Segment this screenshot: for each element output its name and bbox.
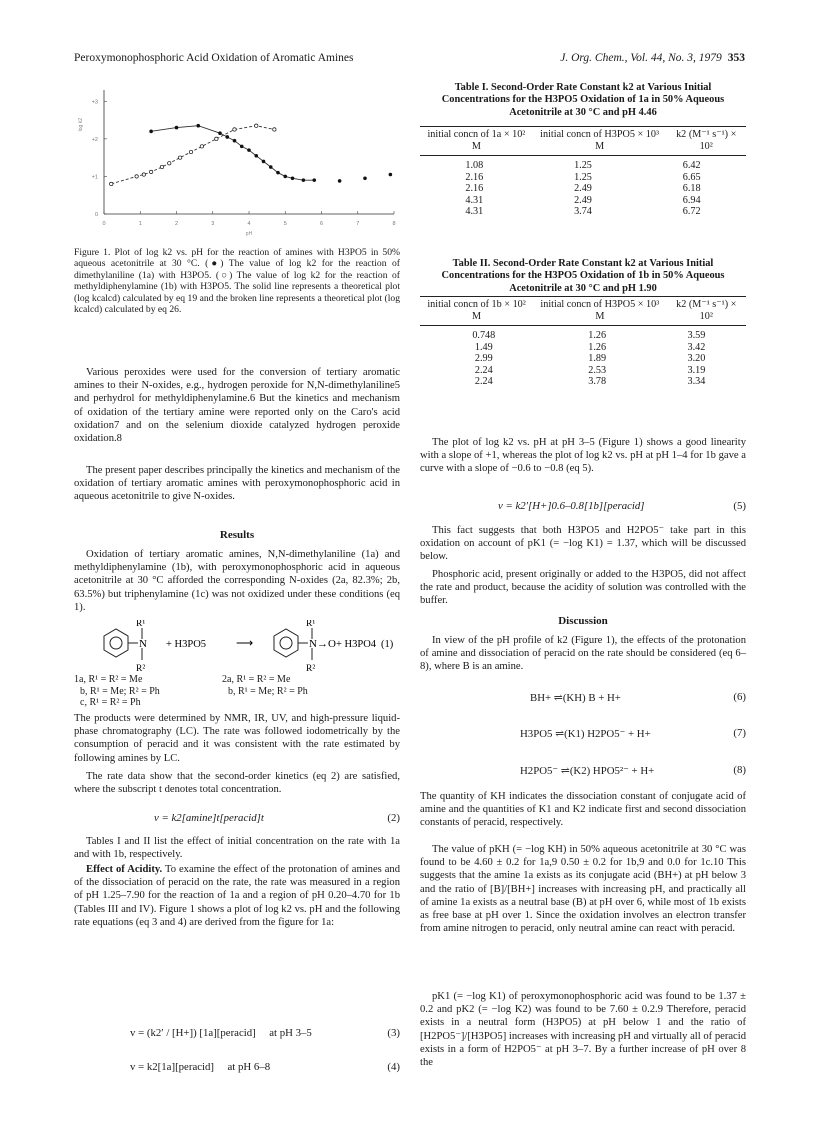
table-1-cell: 4.31 — [465, 194, 484, 206]
point-1a — [175, 126, 179, 130]
table-1-cell: 4.31 — [465, 206, 484, 218]
table-2-cell: 1.89 — [588, 353, 607, 365]
point-1a — [283, 175, 287, 179]
solid-theory-curve — [151, 126, 314, 181]
point-1a — [196, 124, 200, 128]
reagent-h3po5: + H3PO5 — [166, 639, 207, 650]
point-1a — [247, 148, 251, 152]
table-2-cell: 3.34 — [687, 376, 706, 388]
table-2-cell: 1.49 — [474, 341, 493, 353]
results-paragraph-3: The rate data show that the second-order kinetics (eq 2) are satisfied, where the subscript t denotes total concentration. — [74, 771, 400, 796]
discussion-paragraph-7: pK1 (= −log K1) of peroxymonophosphoric acid was found to be 1.37 ± 0.2 and pK2 (= −log K2) was found to be 7.60 ± 0.2.9 Therefore, peracid exists in a neutral form (H3PO5) at pH below 1 and the ratio of [H2PO5⁻]/[H3PO5] increases with increasing pH and virtually all of peracid exists in a form of H2PO5⁻ at pH 3–7. By a further increase of pH over 8 the — [420, 991, 746, 1069]
point-1b — [178, 156, 181, 159]
page-number: 353 — [727, 52, 745, 64]
table-1-cell: 6.72 — [682, 206, 701, 218]
table-1 — [420, 126, 746, 218]
legend-1b: b, R¹ = Me; R² = Ph — [80, 685, 160, 697]
equation-number-4: (4) — [387, 1061, 400, 1073]
point-1b — [160, 165, 163, 168]
table-1-cell: 6.42 — [682, 160, 701, 171]
table-1-header-k2: k2 (M⁻¹ s⁻¹) × 10² — [676, 129, 737, 152]
table-2-cell: 1.26 — [588, 341, 607, 353]
y-tick-label: +1 — [91, 174, 98, 181]
table-2 — [420, 296, 746, 388]
point-1b — [273, 128, 276, 131]
table-1-cell: 1.25 — [574, 171, 592, 183]
table-2-header-amine: initial concn of 1b × 10² M — [427, 299, 526, 322]
legend-2b: b, R¹ = Me; R² = Ph — [228, 685, 308, 697]
table-1-cell: 1.25 — [574, 160, 592, 171]
running-header-journal — [560, 52, 745, 64]
equation-6: BH+ ⇌(KH) B + H+ — [530, 692, 621, 704]
acidity-heading: Effect of Acidity. — [86, 864, 163, 875]
legend-2a: 2a, R¹ = R² = Me — [222, 674, 291, 685]
point-1b — [135, 175, 138, 178]
point-1a — [218, 131, 222, 135]
table-2-row — [420, 365, 746, 377]
table-1-header-amine: initial concn of 1a × 10² M — [427, 129, 526, 152]
x-tick-label: 7 — [356, 221, 360, 227]
y-tick-label: +3 — [91, 99, 98, 106]
table-1-cell: 3.74 — [574, 206, 592, 218]
point-1a — [363, 177, 367, 181]
equation-8: H2PO5⁻ ⇌(K2) HPO5²⁻ + H+ — [520, 765, 655, 777]
discussion-paragraph-1: The plot of log k2 vs. pH at pH 3–5 (Figure 1) shows a good linearity with a slope of +1, whereas the plot of log k2 vs. pH at pH 1–4 for 1b gave a curve with a slope of −0.6 to −0.8 (eq 5). — [420, 437, 746, 475]
point-1b — [149, 170, 152, 173]
point-1b — [233, 128, 236, 131]
x-axis-label: pH — [245, 231, 253, 237]
r2-left: R² — [136, 664, 146, 672]
discussion-paragraph-3: Phosphoric acid, present originally or added to the H3PO5, did not affect the rate and product, because the acidity of solution was controlled with the buffer. — [420, 569, 746, 607]
equation-number-6: (6) — [733, 691, 746, 703]
running-header-title: Peroxymonophosphoric Acid Oxidation of Aromatic Amines — [74, 52, 354, 64]
x-tick-label: 8 — [392, 221, 396, 227]
table-2-row — [420, 342, 746, 354]
table-2-cell: 1.26 — [588, 330, 607, 341]
nitrogen-atom-left: N — [139, 638, 147, 650]
equation-number-8: (8) — [733, 764, 746, 776]
product-h3po4: + H3PO4 — [336, 639, 377, 650]
equation-3: v = (k2′ / [H+]) [1a][peracid] at pH 3–5 — [130, 1027, 312, 1039]
equation-2: v = k2[amine]t[peracid]t — [154, 812, 264, 824]
results-paragraph-1: Oxidation of tertiary aromatic amines, N,N-dimethylaniline (1a) and methyldiphenylamine (1b), with peroxymonophosphoric acid in aqueous acetonitrile at 30 °C afforded the corresponding N-oxides (2a, 82.3%; 2b, 63.5%) but triphenylamine (1c) was not oxidized under these conditions (eq 1). — [74, 549, 400, 613]
table-1-cell: 6.18 — [682, 183, 701, 195]
table-1-cell: 1.08 — [465, 160, 484, 171]
table-2-cell: 2.24 — [474, 376, 493, 388]
table-2-cell: 3.42 — [687, 341, 706, 353]
table-1-body — [420, 160, 746, 218]
equation-number-3: (3) — [387, 1027, 400, 1039]
table-2-cell: 2.99 — [474, 353, 493, 365]
r1-left: R¹ — [136, 620, 146, 629]
legend-1c: c, R¹ = R² = Ph — [80, 697, 141, 708]
table-2-cell: 0.748 — [472, 330, 496, 341]
table-1-cell: 2.49 — [574, 183, 592, 195]
point-1a — [389, 173, 393, 177]
y-tick-label: +2 — [91, 136, 98, 143]
table-2-cell: 2.24 — [474, 364, 493, 376]
point-1a — [269, 165, 273, 169]
point-1b — [200, 145, 203, 148]
equation-number-1: (1) — [381, 639, 394, 650]
x-tick-label: 0 — [102, 221, 106, 227]
equation-number-2: (2) — [387, 812, 400, 824]
equation-number-7: (7) — [733, 727, 746, 739]
point-1b — [189, 150, 192, 153]
point-1a — [225, 135, 229, 139]
discussion-heading: Discussion — [558, 615, 608, 627]
point-1a — [276, 171, 280, 175]
table-2-row — [420, 330, 746, 342]
point-1a — [302, 178, 306, 182]
point-1b — [255, 124, 258, 127]
table-2-header-k2: k2 (M⁻¹ s⁻¹) × 10² — [676, 299, 737, 322]
acidity-text: To examine the effect of the protonation of amines and of the dissociation of peracid on the rate, the rate was measured in a region of pH 1.25–7.90 for the reaction of 1a and a region of pH 0.20–4.70 for 1b (Tables III and IV). Figure 1 shows a plot of log k2 vs. pH and the following rate equations (eq 3 and 4) are derived from the figure for 1a: — [74, 864, 401, 928]
results-heading: Results — [219, 529, 255, 541]
table-2-body — [420, 330, 746, 388]
table-2-cell: 3.20 — [687, 353, 706, 365]
point-1b — [110, 182, 113, 185]
discussion-paragraph-4: In view of the pH profile of k2 (Figure 1), the effects of the protonation of amine and dissociation of peracid on the rate should be considered (eq 6–8), where B is an amine. — [420, 635, 746, 673]
discussion-paragraph-5: The quantity of KH indicates the dissociation constant of conjugate acid of amine and the quantities of K1 and K2 indicate first and second dissociation constants of peracid, respectively. — [420, 791, 746, 829]
equation-number-5: (5) — [733, 500, 746, 512]
point-1b — [142, 173, 145, 176]
reaction-arrow: ⟶ — [236, 636, 254, 650]
table-2-cell: 3.78 — [588, 376, 607, 388]
x-tick-label: 2 — [174, 221, 179, 227]
journal-citation: J. Org. Chem., Vol. 44, No. 3, 1979 — [560, 52, 722, 64]
equation-7: H3PO5 ⇌(K1) H2PO5⁻ + H+ — [520, 728, 651, 740]
y-tick-label: 0 — [94, 212, 98, 218]
figure-1-plot — [74, 82, 400, 242]
x-tick-label: 3 — [211, 221, 215, 227]
table-1-cell: 2.49 — [574, 194, 592, 206]
table-1-caption: Table I. Second-Order Rate Constant k2 at Various Initial Concentrations for the H3PO5 Oxidation of 1a in 50% Aqueous Acetonitrile at 30 °C and pH 4.46 — [441, 82, 725, 118]
point-1a — [338, 179, 342, 183]
acidity-paragraph — [74, 863, 400, 929]
table-2-cell: 2.53 — [588, 364, 607, 376]
table-1-cell: 2.16 — [465, 171, 484, 183]
equation-4: v = k2[1a][peracid] at pH 6–8 — [130, 1061, 271, 1073]
table-2-row — [420, 376, 746, 388]
point-1a — [254, 154, 258, 158]
table-2-cell: 3.19 — [687, 364, 706, 376]
x-tick-label: 4 — [247, 221, 251, 227]
reaction-scheme-eq1 — [74, 620, 400, 672]
point-1b — [168, 162, 171, 165]
figure-1-caption: Figure 1. Plot of log k2 vs. pH for the reaction of amines with H3PO5 in 50% aqueous acetonitrile at 30 °C. (●) The value of log k2 for the reaction of dimethylaniline (1a) with H3PO5. (○) The value of log k2 for the reaction of methyldiphenylamine (1b) with H3PO5. The solid line represents a theoretical plot (log kcalcd) calculated by eq 19 and the broken line represents a theoretical plot (log kcalcd) calculated by eq 26. — [74, 247, 400, 316]
table-2-header-peracid: initial concn of H3PO5 × 10³ M — [540, 299, 660, 322]
table-2-row — [420, 353, 746, 365]
r2-right: R² — [306, 664, 316, 672]
equation-5: v = k2′[H+]0.6–0.8[1b][peracid] — [498, 500, 645, 512]
intro-paragraph-1: Various peroxides were used for the conversion of tertiary aromatic amines to their N-oxides, e.g., hydrogen peroxide for N,N-dimethylaniline5 and perhydrol for methyldiphenylamine.6 But the kinetics and mechanism of oxidation of the tertiary amine were reported only on the Caro's acid oxidation7 and on the selenium dioxide catalyzed hydrogen peroxide oxidation.8 — [74, 367, 400, 445]
point-1a — [149, 130, 153, 134]
discussion-paragraph-6: The value of pKH (= −log KH) in 50% aqueous acetonitrile at 30 °C was found to be 4.60 ± 0.2 for 1a,9 0.50 ± 0.2 for 1b,9 and 0.0 for 1c.10 This suggests that the amine 1a exists as its conjugate acid (BH+) at pH below 3 and the ratio of [B]/[BH+] increases with increasing pH, and practically all of amine 1a exists as a neutral base (B) at pH over 6, while most of 1b exists as free base at pH over 1. Since the oxidation involves an electron transfer from amine nitrogen to peracid, only neutral amine can react with peracid. — [420, 844, 746, 935]
table-2-cell: 3.59 — [687, 330, 706, 341]
n-oxide-group: N→O — [309, 638, 336, 650]
results-paragraph-2: The products were determined by NMR, IR, UV, and high-pressure liquid-phase chromatography (LC). The rate was followed iodometrically by the consumption of peracid and it was consistent with the rate estimated by following amines by LC. — [74, 713, 400, 764]
table-1-row — [420, 183, 746, 195]
point-1a — [262, 160, 266, 164]
point-1a — [240, 145, 244, 149]
results-paragraph-4: Tables I and II list the effect of initial concentration on the rate with 1a and with 1b, respectively. — [74, 836, 400, 861]
x-tick-label: 5 — [283, 221, 287, 227]
table-1-row — [420, 172, 746, 184]
table-1-cell: 2.16 — [465, 183, 484, 195]
point-1a — [233, 139, 237, 143]
x-tick-label: 6 — [319, 221, 324, 227]
r1-right: R¹ — [306, 620, 316, 629]
y-axis-label: log k2 — [78, 117, 84, 132]
legend-1a: 1a, R¹ = R² = Me — [74, 674, 143, 685]
table-1-cell: 6.65 — [682, 171, 701, 183]
x-tick-label: 1 — [138, 221, 142, 227]
intro-paragraph-2: The present paper describes principally the kinetics and mechanism of the oxidation of tertiary aromatic amines with peroxymonophosphoric acid in aqueous acetonitrile to give N-oxides. — [74, 465, 400, 503]
point-1a — [291, 177, 295, 181]
table-1-row — [420, 195, 746, 207]
table-1-row — [420, 160, 746, 172]
table-2-caption: Table II. Second-Order Rate Constant k2 at Various Initial Concentrations for the H3PO5 Oxidation of 1b in 50% Aqueous Acetonitrile at 30 °C and pH 1.90 — [441, 258, 725, 294]
table-1-cell: 6.94 — [682, 194, 701, 206]
table-1-header-peracid: initial concn of H3PO5 × 10³ M — [540, 129, 660, 152]
discussion-paragraph-2: This fact suggests that both H3PO5 and H2PO5⁻ take part in this oxidation on account of pK1 (= −log K1) = 1.37, which will be discussed below. — [420, 525, 746, 563]
table-1-row — [420, 206, 746, 218]
point-1b — [215, 137, 218, 140]
point-1a — [312, 178, 316, 182]
